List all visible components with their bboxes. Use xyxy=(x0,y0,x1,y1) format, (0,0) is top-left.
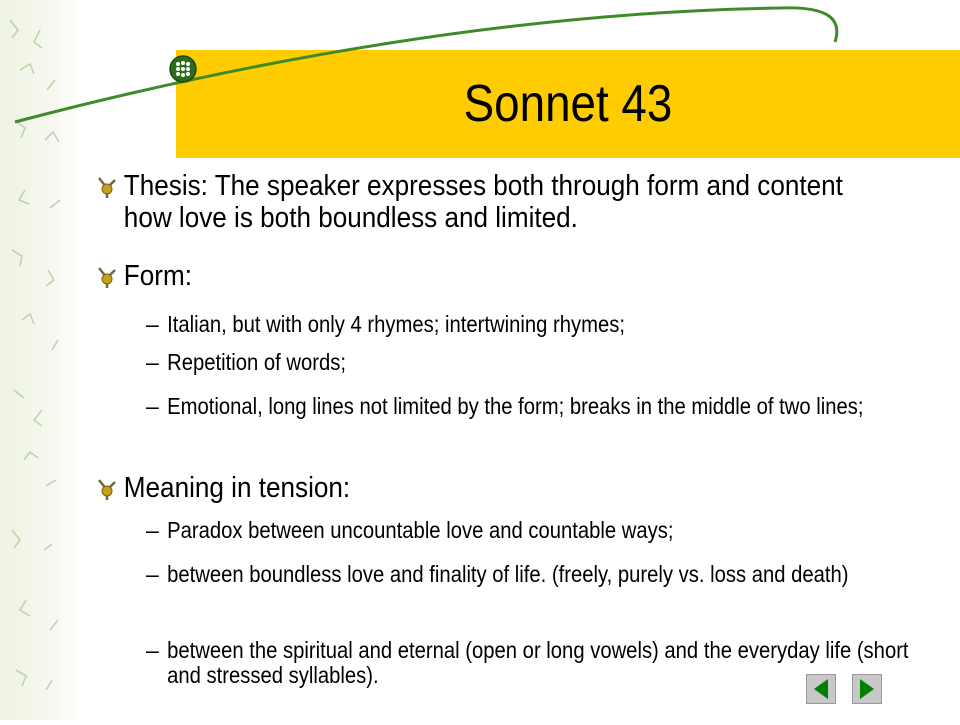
sub-dash: – xyxy=(146,517,159,543)
bullet-meaning-text: Meaning in tension: xyxy=(123,472,351,504)
bullet-form-text: Form: xyxy=(123,260,192,292)
sub-dash: – xyxy=(146,311,159,337)
tension-point xyxy=(146,518,936,543)
previous-slide-icon xyxy=(807,675,835,703)
sub-dash: – xyxy=(146,393,159,419)
tension-point xyxy=(146,562,936,587)
sub-dash: – xyxy=(146,561,159,587)
previous-slide-button[interactable] xyxy=(806,674,836,704)
bullet-meaning xyxy=(95,472,895,504)
form-point xyxy=(146,350,936,375)
tension-point-text: between boundless love and finality of life. (freely, purely vs. loss and death) xyxy=(167,561,849,587)
tension-point-text: between the spiritual and eternal (open or long vowels) and the everyday life (short and stressed syllables). xyxy=(167,637,909,688)
bullet-form xyxy=(95,260,895,292)
tension-point-text: Paradox between uncountable love and countable ways; xyxy=(167,517,674,543)
bullet-thesis xyxy=(95,170,895,234)
next-slide-icon xyxy=(853,675,881,703)
form-point xyxy=(146,394,936,419)
slide-title: Sonnet 43 xyxy=(463,75,673,133)
form-point-text: Italian, but with only 4 rhymes; intertwining rhymes; xyxy=(167,311,625,337)
form-point xyxy=(146,312,936,337)
next-slide-button[interactable] xyxy=(852,674,882,704)
form-point-text: Repetition of words; xyxy=(167,349,347,375)
form-point-text: Emotional, long lines not limited by the form; breaks in the middle of two lines; xyxy=(167,393,864,419)
sub-dash: – xyxy=(146,637,159,663)
bullet-thesis-text: Thesis: The speaker expresses both through form and content how love is both boundless and limited. xyxy=(123,170,843,234)
sub-dash: – xyxy=(146,349,159,375)
